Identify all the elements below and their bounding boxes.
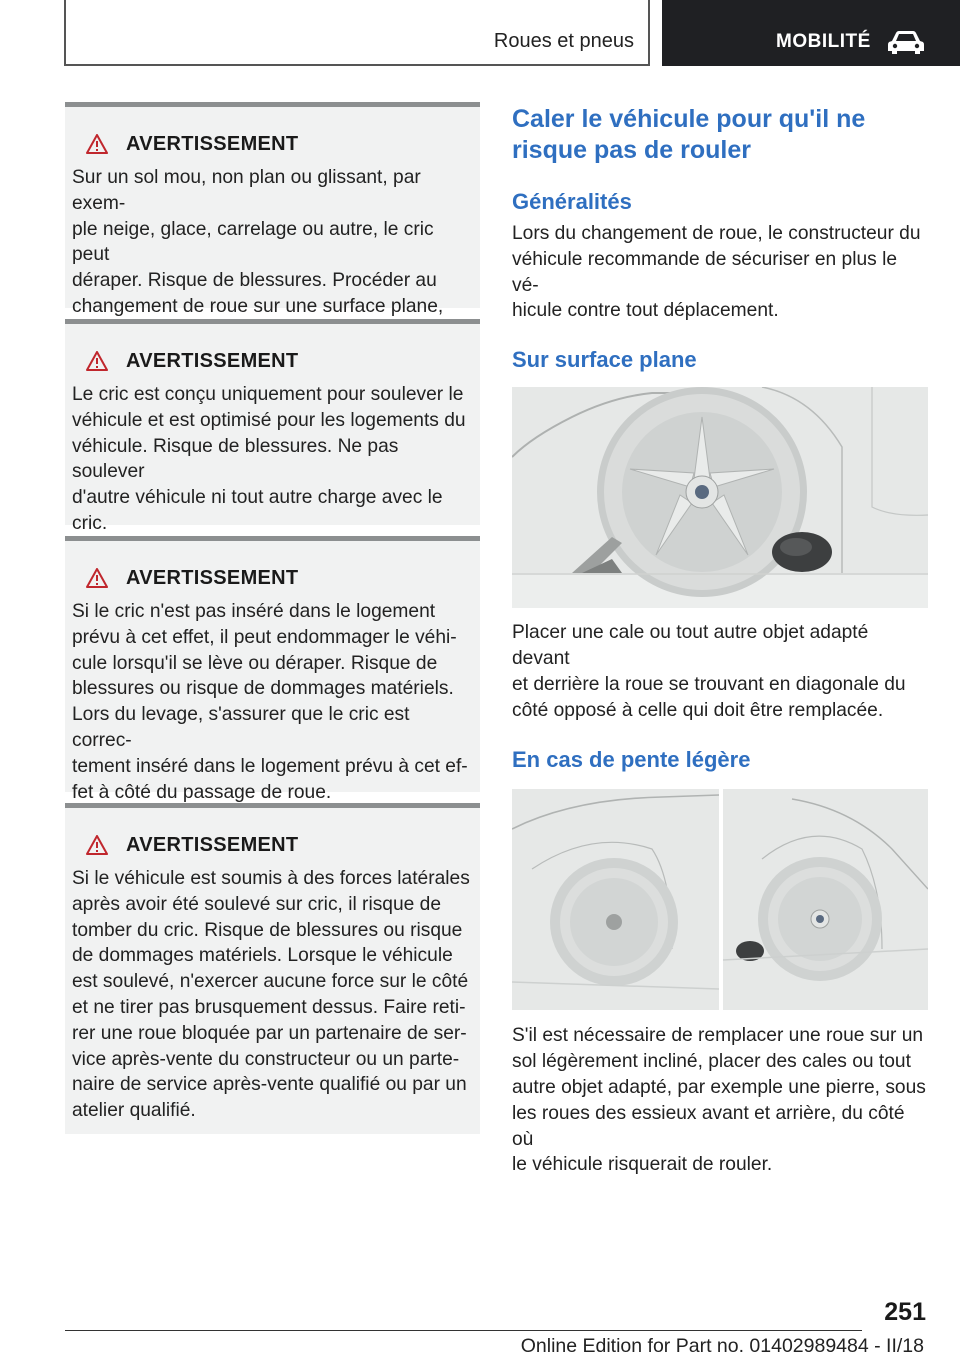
text-line: Placer une cale ou tout autre objet adapté devant [512, 622, 869, 669]
text-line: cric. [72, 512, 108, 534]
text-line: sol légèrement incliné, placer des cales ou tout [512, 1051, 911, 1073]
text-line: blessures ou risque de dommages matériels. [72, 678, 454, 700]
edition-note: Online Edition for Part no. 01402989484 - II/18 [520, 1335, 924, 1357]
figure-flat-surface [512, 387, 928, 608]
text-line: côté opposé à celle qui doit être remplacée. [512, 699, 884, 721]
text-line: ple neige, glace, carrelage ou autre, le cric peut [72, 218, 434, 266]
warning-title: AVERTISSEMENT [126, 349, 299, 372]
warning-text [72, 382, 472, 537]
heading-slope: En cas de pente légère [512, 747, 751, 773]
warning-title: AVERTISSEMENT [126, 566, 299, 589]
text-line: Si le cric n'est pas inséré dans le logement [72, 601, 436, 622]
paragraph-general [512, 221, 928, 324]
warning-triangle-icon [86, 568, 108, 588]
warning-box-2 [65, 319, 480, 534]
warning-text [72, 599, 472, 805]
page-number: 251 [884, 1298, 926, 1326]
footer-divider [65, 1330, 862, 1331]
warning-box-1 [65, 102, 480, 317]
heading-general: Généralités [512, 189, 632, 214]
text-line: vice après-vente du constructeur ou un parte- [72, 1048, 460, 1070]
text-line: d'autre véhicule ni tout autre charge avec le [72, 487, 443, 509]
text-line: et derrière la roue se trouvant en diagonale du [512, 673, 906, 695]
text-line: Lors du levage, s'assurer que le cric est correc- [72, 704, 410, 751]
warning-triangle-icon [86, 835, 108, 855]
text-line: autre objet adapté, par exemple une pierre, sous [512, 1076, 926, 1098]
wheel-chock-illustration [512, 387, 928, 608]
text-line: S'il est nécessaire de remplacer une roue sur un [512, 1025, 924, 1047]
warning-triangle-icon [86, 134, 108, 154]
warning-title: AVERTISSEMENT [126, 833, 299, 856]
text-line: tomber du cric. Risque de blessures ou risque [72, 919, 463, 941]
text-line: après avoir été soulevé sur cric, il risque de [72, 893, 441, 915]
warning-title: AVERTISSEMENT [126, 132, 299, 155]
text-line: Lors du changement de roue, le constructeur du [512, 223, 921, 244]
text-line: prévu à cet effet, il peut endommager le véhi- [72, 626, 457, 648]
text-line: les roues des essieux avant et arrière, du côté où [512, 1102, 905, 1150]
text-line: cule lorsqu'il se lève ou déraper. Risque de [72, 652, 438, 674]
figure-slope [512, 789, 928, 1010]
warning-triangle-icon [86, 351, 108, 371]
slope-chock-illustration [512, 789, 928, 1010]
warning-text [72, 866, 472, 1124]
text-line: véhicule recommande de sécuriser en plus le vé- [512, 248, 898, 296]
text-line: Sur un sol mou, non plan ou glissant, par exem- [72, 167, 421, 214]
section-title: Roues et pneus [493, 30, 634, 52]
text-line: tement inséré dans le logement prévu à cet ef- [72, 755, 468, 777]
text-line: véhicule. Risque de blessures. Ne pas soulever [72, 435, 399, 483]
text-line: le véhicule risquerait de rouler. [512, 1154, 773, 1176]
text-line: Si le véhicule est soumis à des forces latérales [72, 868, 470, 889]
main-content [512, 104, 928, 1178]
text-line: de dommages matériels. Lorsque le véhicule [72, 945, 453, 967]
text-line: rer une roue bloquée par un partenaire de ser- [72, 1022, 467, 1044]
text-line: est soulevé, n'exercer aucune force sur le côté [72, 971, 469, 993]
warning-box-3 [65, 536, 480, 803]
section-tab [64, 0, 650, 66]
text-line: véhicule et est optimisé pour les logements du [72, 409, 466, 431]
chapter-title: MOBILITÉ [776, 31, 871, 52]
text-line: hicule contre tout déplacement. [512, 300, 779, 322]
text-line: changement de roue sur une surface plane, [72, 295, 444, 317]
page-title [512, 104, 928, 166]
car-icon [886, 29, 926, 55]
text-line: déraper. Risque de blessures. Procéder au [72, 270, 437, 292]
heading-flat-surface: Sur surface plane [512, 347, 697, 373]
text-line: et ne tirer pas brusquement dessus. Faire reti- [72, 996, 466, 1018]
page-header [0, 0, 960, 66]
title-line: risque pas de rouler [512, 136, 751, 164]
text-line: fet à côté du passage de roue. [72, 781, 332, 803]
text-line: atelier qualifié. [72, 1100, 196, 1122]
paragraph-slope [512, 1023, 928, 1178]
title-line: Caler le véhicule pour qu'il ne [512, 105, 866, 133]
paragraph-flat-surface [512, 620, 928, 723]
text-line: naire de service après-vente qualifié ou par un [72, 1074, 467, 1096]
warning-box-4 [65, 803, 480, 1134]
text-line: Le cric est conçu uniquement pour soulever le [72, 384, 464, 405]
